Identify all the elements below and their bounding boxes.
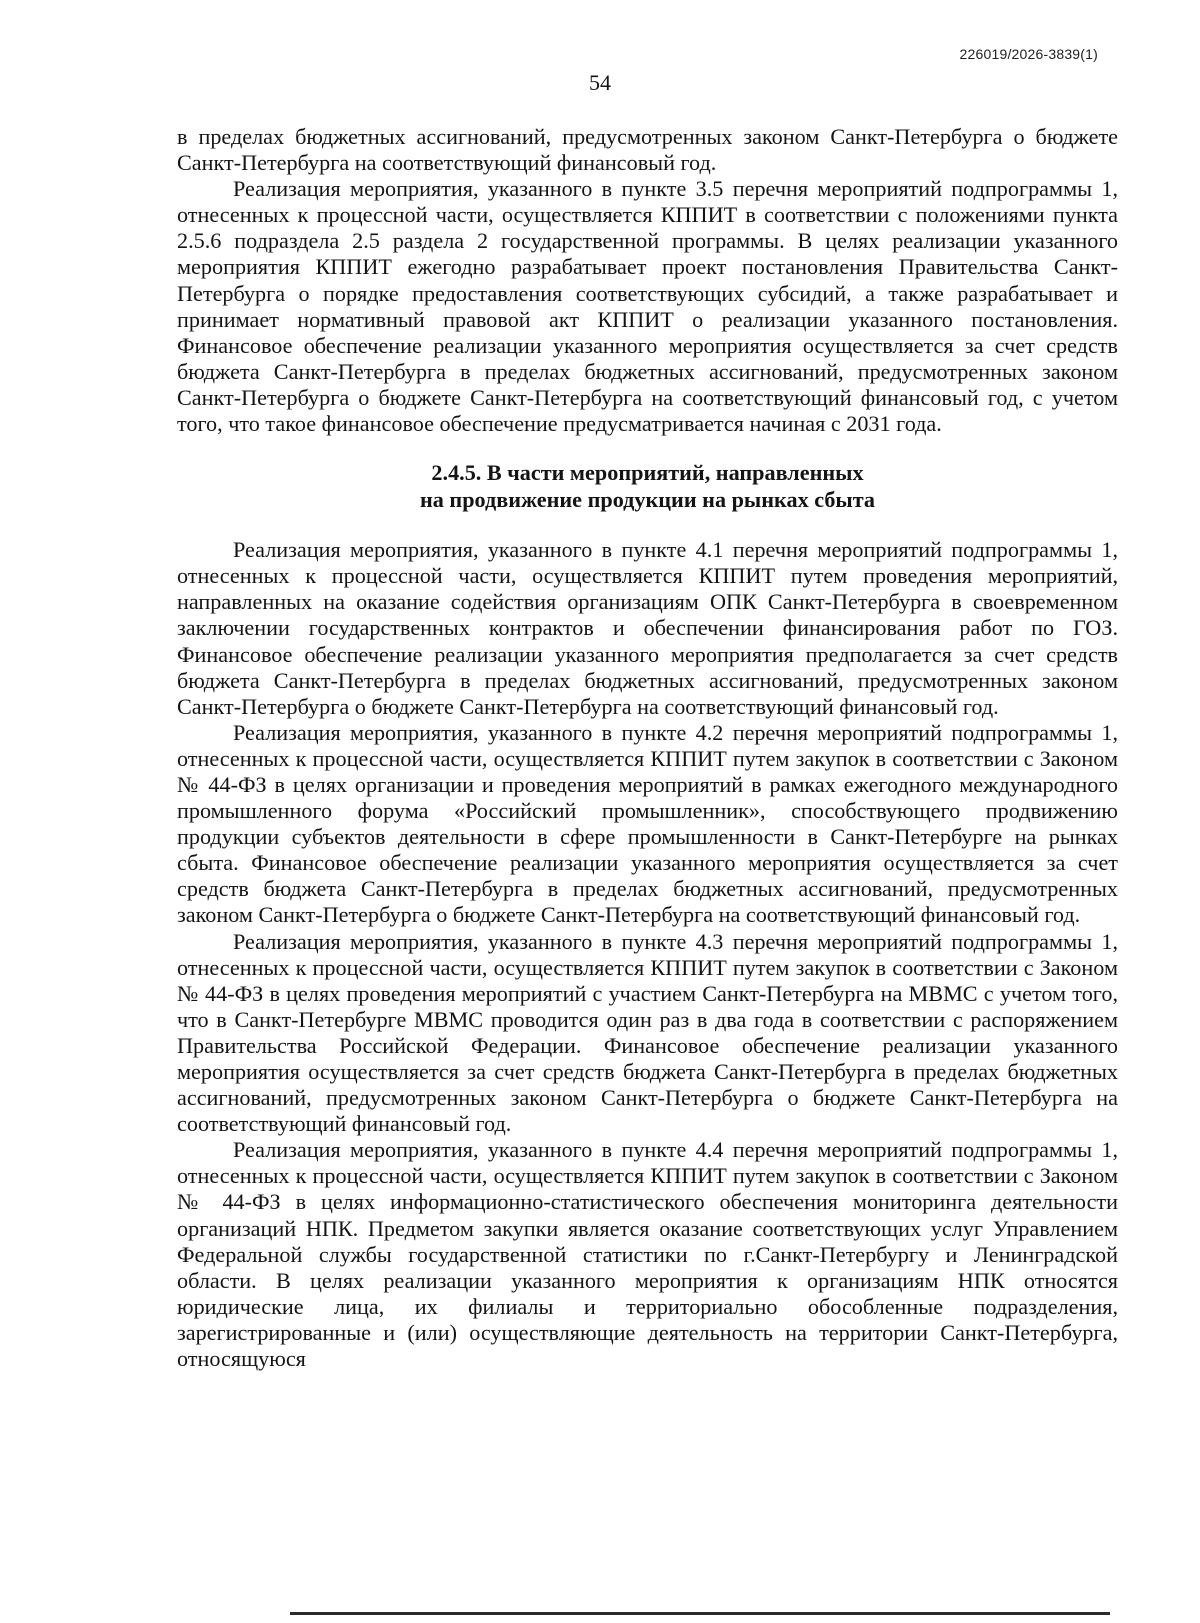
scan-edge-line — [290, 1612, 1110, 1615]
paragraph-item-4-3: Реализация мероприятия, указанного в пункте 4.3 перечня мероприятий подпрограммы 1, отнесенных к процессной части, осуществляется КППИТ путем закупок в соответствии с Законом № 44-ФЗ в целях проведения мероприятий с участием Санкт-Петербурга на МВМС с учетом того, что в Санкт-Петербурге МВМС проводится один раз в два года в соответствии с распоряжением Правительства Российской Федерации. Финансовое обеспечение реализации указанного мероприятия осуществляется за счет средств бюджета Санкт-Петербурга в пределах бюджетных ассигнований, предусмотренных законом Санкт-Петербурга о бюджете Санкт-Петербурга на соответствующий финансовый год. — [177, 928, 1118, 1137]
paragraph-item-3-5: Реализация мероприятия, указанного в пункте 3.5 перечня мероприятий подпрограммы 1, отнесенных к процессной части, осуществляется КППИТ в соответствии с положениями пункта 2.5.6 подраздела 2.5 раздела 2 государственной программы. В целях реализации указанного мероприятия КППИТ ежегодно разрабатывает проект постановления Правительства Санкт-Петербурга о порядке предоставления соответствующих субсидий, а также разрабатывает и принимает нормативный правовой акт КППИТ о реализации указанного постановления. Финансовое обеспечение реализации указанного мероприятия осуществляется за счет средств бюджета Санкт-Петербурга в пределах бюджетных ассигнований, предусмотренных законом Санкт-Петербурга о бюджете Санкт-Петербурга на соответствующий финансовый год, с учетом того, что такое финансовое обеспечение предусматривается начиная с 2031 года. — [177, 176, 1118, 437]
document-body — [177, 124, 1118, 1372]
section-heading-line-1: 2.4.5. В части мероприятий, направленных — [431, 460, 864, 486]
document-id: 226019/2026-3839(1) — [959, 46, 1098, 62]
section-heading-line-2: на продвижение продукции на рынках сбыта — [419, 487, 876, 513]
paragraph-item-4-2: Реализация мероприятия, указанного в пункте 4.2 перечня мероприятий подпрограммы 1, отнесенных к процессной части, осуществляется КППИТ путем закупок в соответствии с Законом № 44-ФЗ в целях организации и проведения мероприятий в рамках ежегодного международного промышленного форума «Российский промышленник», способствующего продвижению продукции субъектов деятельности в сфере промышленности в Санкт-Петербурге на рынках сбыта. Финансовое обеспечение реализации указанного мероприятия осуществляется за счет средств бюджета Санкт-Петербурга в пределах бюджетных ассигнований, предусмотренных законом Санкт-Петербурга о бюджете Санкт-Петербурга на соответствующий финансовый год. — [177, 719, 1118, 928]
paragraph-item-4-4: Реализация мероприятия, указанного в пункте 4.4 перечня мероприятий подпрограммы 1, отнесенных к процессной части, осуществляется КППИТ путем закупок в соответствии с Законом № 44-ФЗ в целях информационно-статистического обеспечения мониторинга деятельности организаций НПК. Предметом закупки является оказание соответствующих услуг Управлением Федеральной службы государственной статистики по г.Санкт-Петербургу и Ленинградской области. В целях реализации указанного мероприятия к организациям НПК относятся юридические лица, их филиалы и территориально обособленные подразделения, зарегистрированные и (или) осуществляющие деятельность на территории Санкт-Петербурга, относящуюся — [177, 1137, 1118, 1372]
page-number: 54 — [589, 70, 611, 95]
section-heading — [177, 459, 1118, 513]
paragraph-item-4-1: Реализация мероприятия, указанного в пункте 4.1 перечня мероприятий подпрограммы 1, отнесенных к процессной части, осуществляется КППИТ путем проведения мероприятий, направленных на оказание содействия организациям ОПК Санкт-Петербурга в своевременном заключении государственных контрактов и обеспечении финансирования работ по ГОЗ. Финансовое обеспечение реализации указанного мероприятия предполагается за счет средств бюджета Санкт-Петербурга в пределах бюджетных ассигнований, предусмотренных законом Санкт-Петербурга о бюджете Санкт-Петербурга на соответствующий финансовый год. — [177, 537, 1118, 719]
paragraph-continuation: в пределах бюджетных ассигнований, предусмотренных законом Санкт-Петербурга о бюджете Санкт-Петербурга на соответствующий финансовый год. — [177, 124, 1118, 176]
